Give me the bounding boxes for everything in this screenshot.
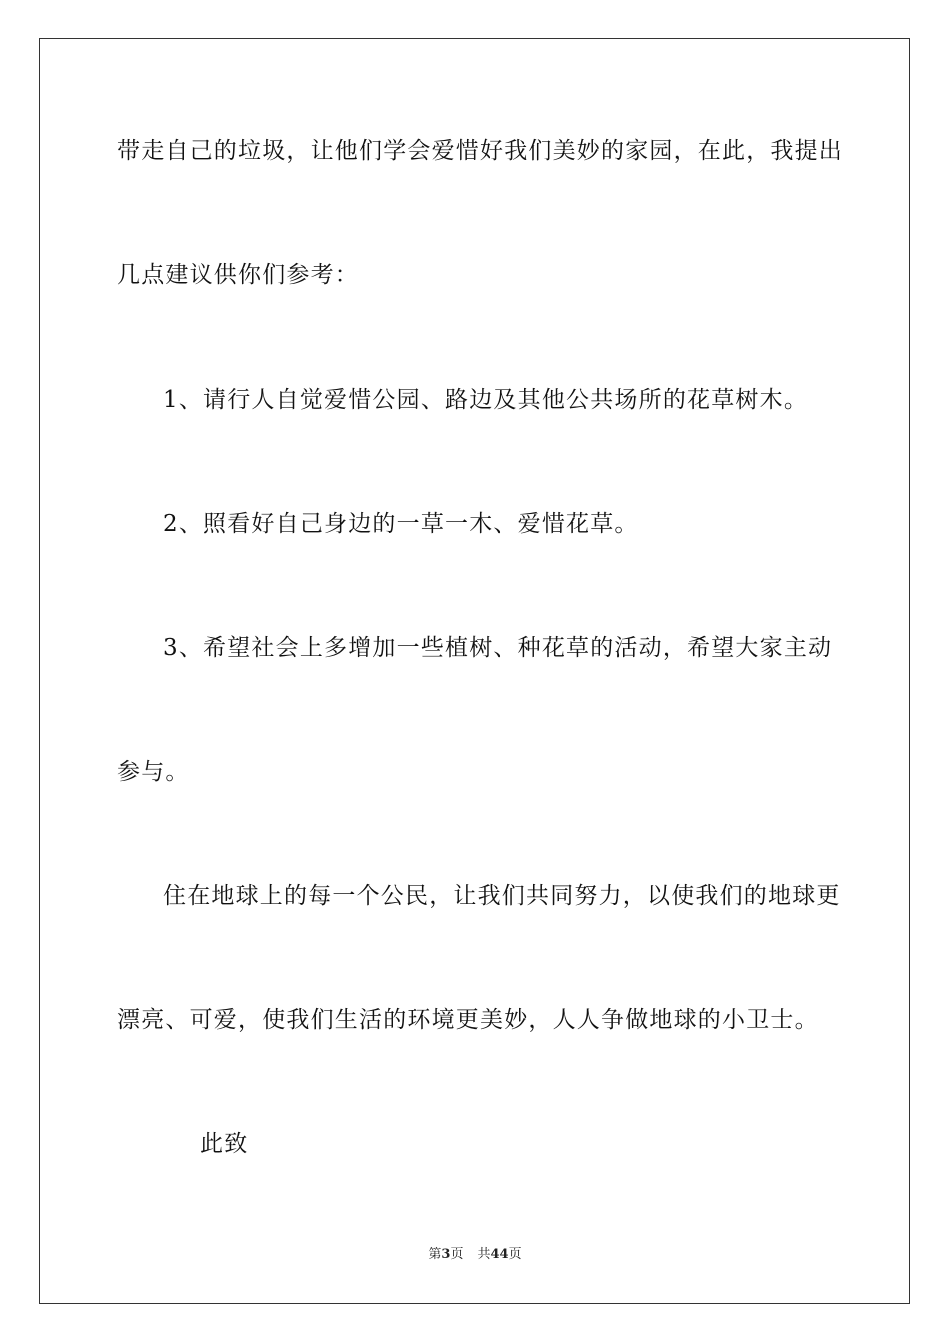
suggestion-3: 3、希望社会上多增加一些植树、种花草的活动，希望大家主动 <box>163 635 833 661</box>
body-line-1: 带走自己的垃圾，让他们学会爱惜好我们美妙的家园，在此，我提出 <box>117 138 843 164</box>
closing-salutation: 此致 <box>200 1131 249 1157</box>
footer-total-pages: 44 <box>490 1247 509 1262</box>
page-footer <box>0 1246 950 1264</box>
footer-page-suffix: 页 <box>450 1247 464 1262</box>
suggestion-1: 1、请行人自觉爱惜公园、路边及其他公共场所的花草树木。 <box>163 387 809 413</box>
body-paragraph-line-2: 漂亮、可爱，使我们生活的环境更美妙，人人争做地球的小卫士。 <box>117 1007 819 1033</box>
body-line-2: 几点建议供你们参考： <box>117 262 359 288</box>
suggestion-3-continued: 参与。 <box>117 759 190 785</box>
suggestion-2: 2、照看好自己身边的一草一木、爱惜花草。 <box>163 511 639 537</box>
footer-page-number: 3 <box>441 1247 451 1262</box>
page-border <box>39 38 910 1304</box>
body-paragraph-line-1: 住在地球上的每一个公民，让我们共同努力，以使我们的地球更 <box>163 883 841 909</box>
footer-page-prefix: 第 <box>428 1247 442 1262</box>
footer-total-prefix: 共 <box>477 1247 491 1262</box>
footer-total-suffix: 页 <box>508 1247 522 1262</box>
